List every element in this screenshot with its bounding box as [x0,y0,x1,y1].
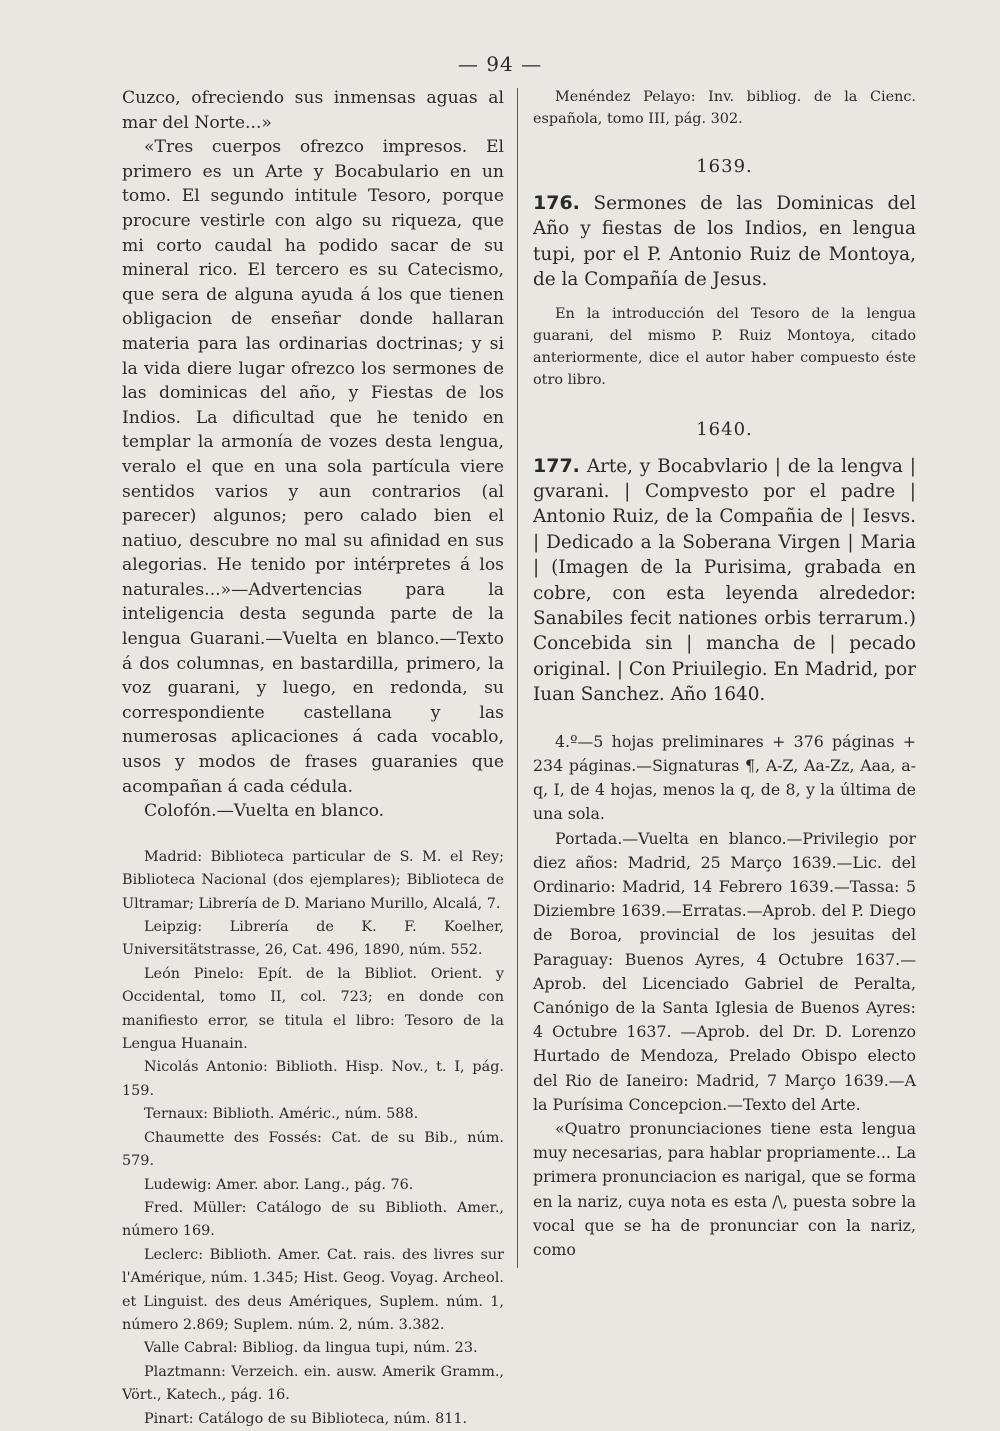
reference-item: Chaumette des Fossés: Cat. de su Bib., núm. 579. [122,1129,504,1170]
reference-item: Ternaux: Biblioth. Améric., núm. 588. [144,1106,419,1123]
year-heading-1640: 1640. [696,418,753,440]
reference-item: Valle Cabral: Bibliog. da lingua tupi, núm. 23. [144,1340,478,1357]
entry-177 [533,454,916,708]
reference-item: Leipzig: Librería de K. F. Koelher, Universitätstrasse, 26, Cat. 496, 1890, núm. 552. [122,919,504,959]
reference-item: Madrid: Biblioteca particular de S. M. el Rey; Biblioteca Nacional (dos ejemplares); Biblioteca de Ultramar; Librería de D. Mariano Murillo, Alcalá, 7. [122,848,504,912]
entry-176 [533,191,916,293]
reference-item: Leclerc: Biblioth. Amer. Cat. rais. des livres sur l'Amérique, núm. 1.345; Hist. Geog. Voyag. Archeol. et Linguist. des deus Amériques, Suplem. núm. 1, número 2.869; Suplem. núm. 2, núm. 3.382. [122,1246,504,1333]
column-divider [517,88,518,1268]
reference-item: León Pinelo: Epít. de la Bibliot. Orient. y Occidental, tomo II, col. 723; en donde con manifiesto error, se titula el libro: Tesoro de la Lengua Huanain. [122,965,504,1053]
reference-item: Nicolás Antonio: Biblioth. Hisp. Nov., t. I, pág. 159. [122,1059,504,1099]
entry-title: Sermones de las Dominicas del Año y fiestas de los Indios, en lengua tupi, por el P. Antonio Ruiz de Montoya, de la Compañía de Jesus. [533,193,916,291]
left-column [122,86,504,1431]
description-paragraph: Portada.—Vuelta en blanco.—Privilegio por diez años: Madrid, 25 Março 1639.—Lic. del Ordinario: Madrid, 14 Febrero 1639.—Tassa: 5 Diziembre 1639.—Erratas.—Aprob. del P. Diego de Boroa, provincial de los jesuitas del Paraguay: Buenos Ayres, 4 Octubre 1637.—Aprob. del Licenciado Gabriel de Peralta, Canónigo de la Santa Iglesia de Buenos Ayres: 4 Octubre 1637. —Aprob. del Dr. D. Lorenzo Hurtado de Mendoza, Prelado Obispo electo del Rio de Ianeiro: Madrid, 7 Março 1639.—A la Purísima Concepcion.—Texto del Arte. [533,828,916,1114]
entry-176-note: En la introducción del Tesoro de la lengua guarani, del mismo P. Ruiz Montoya, citado anteriormente, dice el autor haber compuesto éste otro libro. [533,305,916,388]
left-colophon: Colofón.—Vuelta en blanco. [144,801,385,822]
year-heading-1639: 1639. [696,156,753,177]
left-paragraph-1: Cuzco, ofreciendo sus inmensas aguas al mar del Norte...» [122,88,504,133]
reference-item: Pinart: Catálogo de su Biblioteca, núm. 811. [144,1410,468,1427]
entry-number: 177. [533,454,580,477]
reference-item: Ludewig: Amer. abor. Lang., pág. 76. [144,1176,414,1193]
reference-top: Menéndez Pelayo: Inv. bibliog. de la Cienc. española, tomo III, pág. 302. [533,89,916,127]
reference-item: Fred. Müller: Catálogo de su Biblioth. Amer., número 169. [122,1199,504,1240]
entry-177-description [533,730,916,1262]
description-paragraph: «Quatro pronunciaciones tiene esta lengua muy necesarias, para hablar propriamente... La primera pronunciacion es narigal, que se forma en la nariz, cuya nota es esta /\, puesta sobre la vocal que se ha de pronunciar con la nariz, como [533,1118,916,1259]
entry-title: Arte, y Bocabvlario | de la lengva | gvarani. | Compvesto por el padre | Antonio Ruiz, de la Compañia de | Iesvs. | Dedicado a la Soberana Virgen | Maria | (Imagen de la Purisima, grabada en cobre, con esta leyenda alrededor: Sanabiles fecit nationes orbis terrarum.) Concebida sin | mancha de | pecado original. | Con Priuilegio. En Madrid, por Iuan Sanchez. Año 1640. [533,455,916,706]
left-paragraph-2: «Tres cuerpos ofrezco impresos. El primero es un Arte y Bocabulario en un tomo. El segundo intitule Tesoro, porque procure vestirle con algo su riqueza, que mi corto caudal ha podido sacar de su mineral rico. El tercero es su Catecismo, que sera de alguna ayuda á los que tienen obligacion de enseñar donde hallaran materia para las ordinarias doctrinas; y si la vida diere lugar ofrezco los sermones de las dominicas del año, y Fiestas de los Indios. La dificultad que he tenido en templar la armonía de vozes desta lengua, veralo el que en una sola partícula viere sentidos varios y aun contrarios (al parecer) algunos; pero calado bien el natiuo, descubre no mal su afinidad en sus alegorias. He tenido por intérpretes á los naturales...»—Advertencias para la inteligencia desta segunda parte de la lengua Guarani.—Vuelta en blanco.—Texto á dos columnas, en bastardilla, primero, la voz guarani, y luego, en redonda, su correspondiente castellana y las numerosas aplicaciones á cada vocablo, usos y modos de frases guaranies que acompañan á cada cédula. [122,137,504,797]
page-number: — 94 — [457,52,543,76]
entry-number: 176. [533,192,580,214]
right-column [533,86,916,1262]
left-references [122,846,504,1431]
description-paragraph: 4.º—5 hojas preliminares + 376 páginas + 234 páginas.—Signaturas ¶, A-Z, Aa-Zz, Aaa, a-q, I, de 4 hojas, menos la q, de 8, y la última de una sola. [533,731,916,824]
reference-item: Plaztmann: Verzeich. ein. ausw. Amerik Gramm., Vört., Katech., pág. 16. [122,1363,504,1404]
